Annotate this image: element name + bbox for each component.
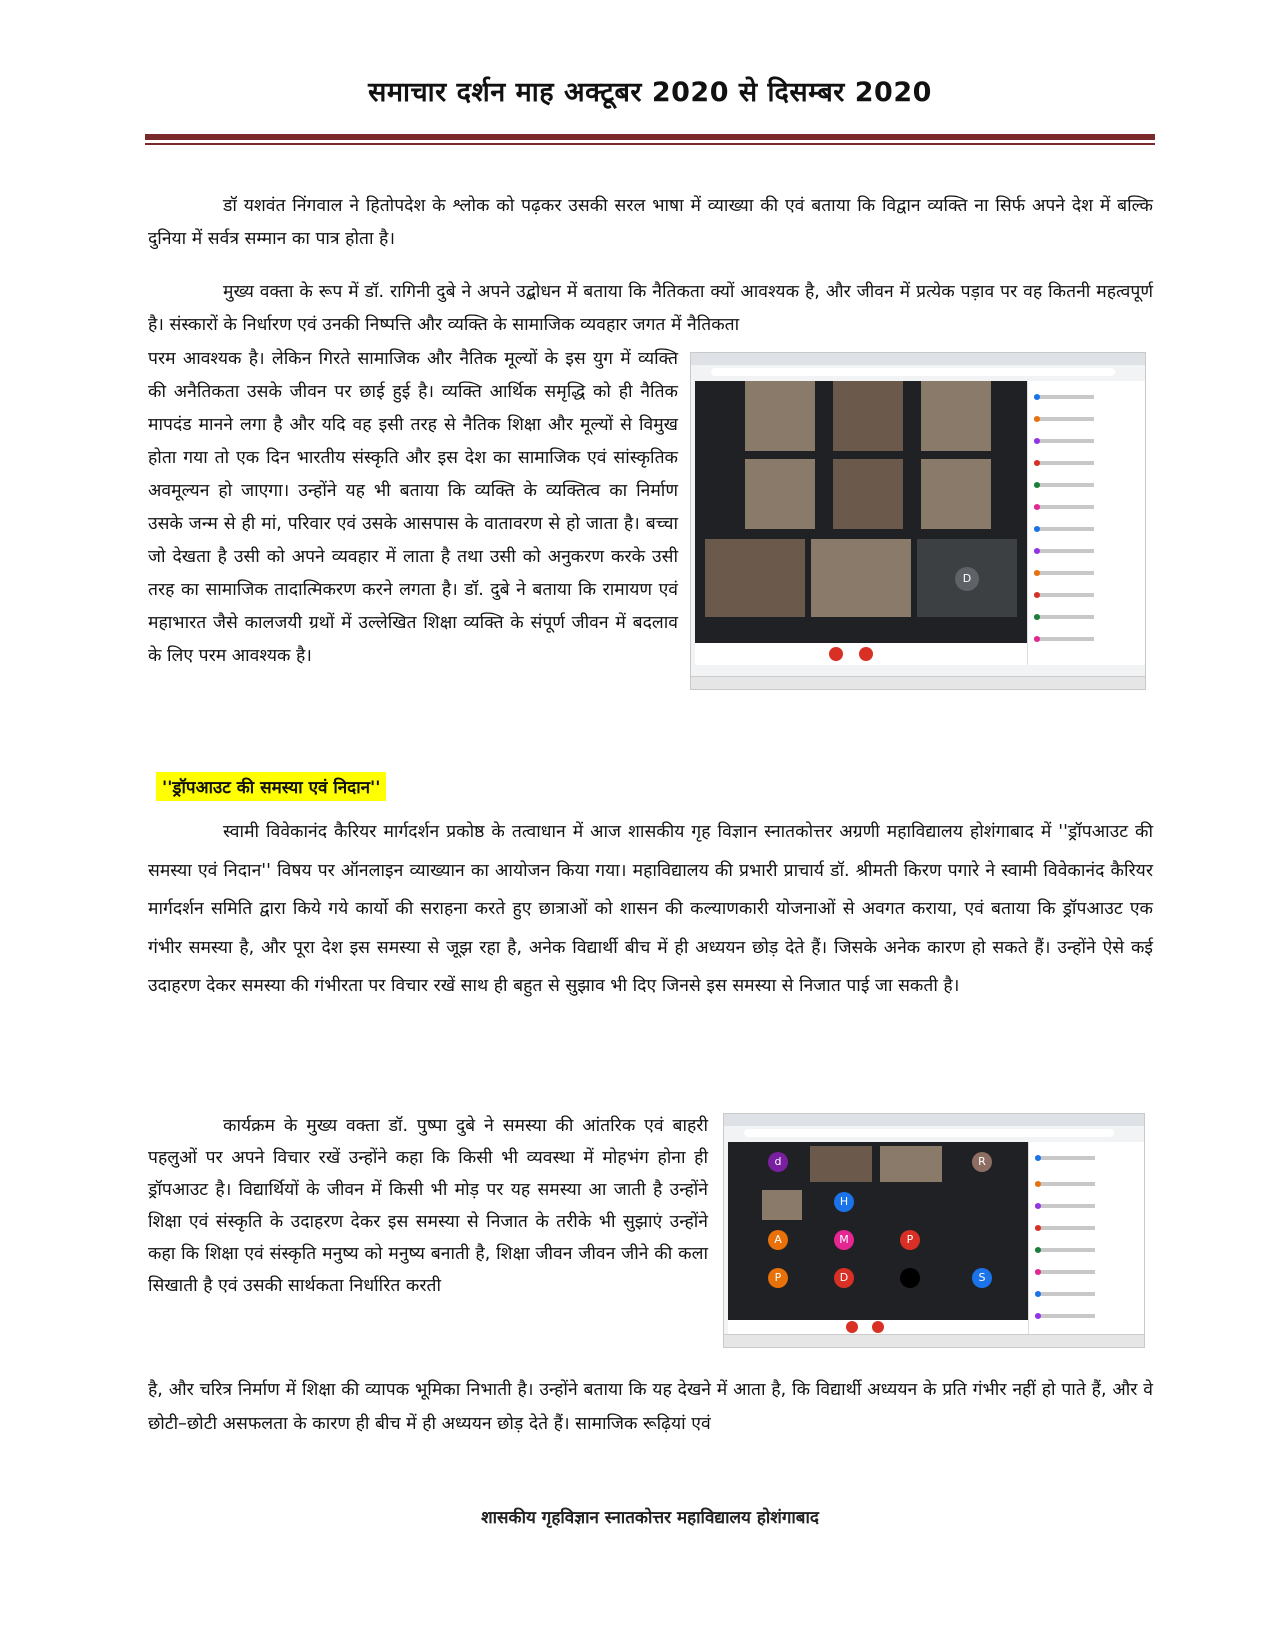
video-grid bbox=[728, 1142, 1028, 1320]
section-heading: ''ड्रॉपआउट की समस्या एवं निदान'' bbox=[156, 772, 386, 801]
video-tile bbox=[917, 539, 1017, 617]
end-call-icon bbox=[846, 1321, 858, 1333]
video-tile bbox=[921, 459, 991, 529]
paragraph-2: मुख्य वक्ता के रूप में डॉ. रागिनी दुबे ने अपने उद्बोधन में बताया कि नैतिकता क्यों आवश्यक है, और जीवन में प्रत्येक पड़ाव पर वह कितनी महत्वपूर्ण है। संस्कारों के निर्धारण एवं उनकी निष्पत्ति और व्यक्ति के सामाजिक व्यवहार जगत में नैतिकता bbox=[148, 282, 1153, 335]
meeting-screenshot-2 bbox=[723, 1113, 1145, 1348]
page-footer: शासकीय गृहविज्ञान स्नातकोत्तर महाविद्यालय होशंगाबाद bbox=[481, 1508, 819, 1528]
browser-tabbar bbox=[691, 353, 1145, 365]
browser-tabbar bbox=[724, 1114, 1144, 1126]
participants-panel bbox=[1027, 381, 1146, 665]
title-rule-thin bbox=[145, 143, 1155, 145]
meeting-screenshot-1 bbox=[690, 352, 1146, 690]
video-grid bbox=[695, 381, 1027, 643]
participant-avatar: P bbox=[768, 1268, 788, 1288]
participant-avatar: P bbox=[900, 1230, 920, 1250]
participant-avatar: D bbox=[955, 567, 979, 591]
paragraph-3: परम आवश्यक है। लेकिन गिरते सामाजिक और नैतिक मूल्यों के इस युग में व्यक्ति की अनैतिकता उसके जीवन पर छाई हुई है। व्यक्ति आर्थिक समृद्धि को ही नैतिक मापदंड मानने लगा है और यदि वह इसी तरह से नैतिक शिक्षा और मूल्यों से विमुख होता गया तो एक दिन भारतीय संस्कृति और इस देश का सामाजिक एवं सांस्कृतिक अवमूल्यन हो जाएगा। उन्होंने यह भी बताया कि व्यक्ति के व्यक्तित्व का निर्माण उसके जन्म से ही मां, परिवार एवं उसके आसपास के वातावरण से हो जाता है। बच्चा जो देखता है उसी को अपने व्यवहार में लाता है तथा उसी को अनुकरण करके उसी तरह का सामाजिक तादात्मिकरण करने लगता है। डॉ. दुबे ने बताया कि रामायण एवं महाभारत जैसे कालजयी ग्रथों में उल्लेखित शिक्षा व्यक्ति के संपूर्ण जीवन में बदलाव के लिए परम आवश्यक है। bbox=[148, 349, 678, 666]
video-tile bbox=[762, 1190, 802, 1220]
paragraph-5: स्वामी विवेकानंद कैरियर मार्गदर्शन प्रकोष्ठ के तत्वाधान में आज शासकीय गृह विज्ञान स्नातकोत्तर अग्रणी महाविद्यालय होशंगाबाद में ''ड्रॉपआउट की समस्या एवं निदान'' विषय पर ऑनलाइन व्याख्यान का आयोजन किया गया। महाविद्यालय की प्रभारी प्राचार्य डॉ. श्रीमती किरण पगारे ने स्वामी विवेकानंद कैरियर मार्गदर्शन समिति द्वारा किये गये कार्यो की सराहना करते हुए छात्राओं को शासन की कल्याणकारी योजनाओं से अवगत कराया, एवं बताया कि ड्रॉपआउट एक गंभीर समस्या है, और पूरा देश इस समस्या से जूझ रहा है, अनेक विद्यार्थी बीच में ही अध्ययन छोड़ देते हैं। जिसके अनेक कारण हो सकते हैं। उन्होंने ऐसे कई उदाहरण देकर समस्या की गंभीरता पर विचार रखें साथ ही बहुत से सुझाव भी दिए जिनसे इस समस्या से निजात पाई जा सकती है। bbox=[148, 822, 1153, 996]
participant-avatar: S bbox=[972, 1268, 992, 1288]
video-tile bbox=[921, 381, 991, 451]
participant-avatar: A bbox=[768, 1230, 788, 1250]
mic-off-icon bbox=[872, 1321, 884, 1333]
participant-avatar: R bbox=[972, 1152, 992, 1172]
paragraph-7: है, और चरित्र निर्माण में शिक्षा की व्यापक भूमिका निभाती है। उन्होंने बताया कि यह देखने में आता है, कि विद्यार्थी अध्ययन के प्रति गंभीर नहीं हो पाते हैं, और वे छोटी–छोटी असफलता के कारण ही बीच में ही अध्ययन छोड़ देते हैं। सामाजिक रूढ़ियां एवं bbox=[148, 1380, 1153, 1434]
participant-avatar: D bbox=[834, 1268, 854, 1288]
paragraph-1: डॉ यशवंत निंगवाल ने हितोपदेश के श्लोक को पढ़कर उसकी सरल भाषा में व्याख्या की एवं बताया कि विद्वान व्यक्ति ना सिर्फ अपने देश में बल्कि दुनिया में सर्वत्र सम्मान का पात्र होता है। bbox=[148, 196, 1153, 249]
meeting-controls bbox=[695, 643, 1027, 665]
participant-avatar bbox=[900, 1268, 920, 1288]
video-tile bbox=[810, 1146, 872, 1182]
video-tile bbox=[811, 539, 911, 617]
meeting-controls bbox=[728, 1320, 1028, 1334]
browser-address-bar bbox=[744, 1129, 1114, 1137]
mic-off-icon bbox=[859, 647, 873, 661]
participant-avatar: H bbox=[834, 1192, 854, 1212]
windows-taskbar bbox=[691, 676, 1145, 689]
browser-address-bar bbox=[711, 368, 1115, 376]
windows-taskbar bbox=[724, 1334, 1144, 1347]
participant-avatar: d bbox=[768, 1152, 788, 1172]
video-tile bbox=[833, 459, 903, 529]
video-tile bbox=[745, 381, 815, 451]
video-tile bbox=[880, 1146, 942, 1182]
paragraph-6: कार्यक्रम के मुख्य वक्ता डॉ. पुष्पा दुबे ने समस्या की आंतरिक एवं बाहरी पहलुओं पर अपने विचार रखें उन्होंने कहा कि किसी भी व्यवस्था में मोहभंग होना ही ड्रॉपआउट है। विद्यार्थियों के जीवन में किसी भी मोड़ पर यह समस्या आ जाती है उन्होंने शिक्षा एवं संस्कृति के उदाहरण देकर इस समस्या से निजात के तरीके भी सुझाएं उन्होंने कहा कि शिक्षा एवं संस्कृति मनुष्य को मनुष्य बनाती है, शिक्षा जीवन जीवन जीने की कला सिखाती है एवं उसकी सार्थकता निर्धारित करती bbox=[148, 1116, 708, 1296]
video-tile bbox=[745, 459, 815, 529]
end-call-icon bbox=[829, 647, 843, 661]
video-tile bbox=[705, 539, 805, 617]
video-tile bbox=[833, 381, 903, 451]
page-title: समाचार दर्शन माह अक्टूबर 2020 से दिसम्बर 2020 bbox=[368, 77, 932, 108]
participant-avatar: M bbox=[834, 1230, 854, 1250]
title-rule-thick bbox=[145, 134, 1155, 140]
participants-panel bbox=[1028, 1142, 1145, 1334]
